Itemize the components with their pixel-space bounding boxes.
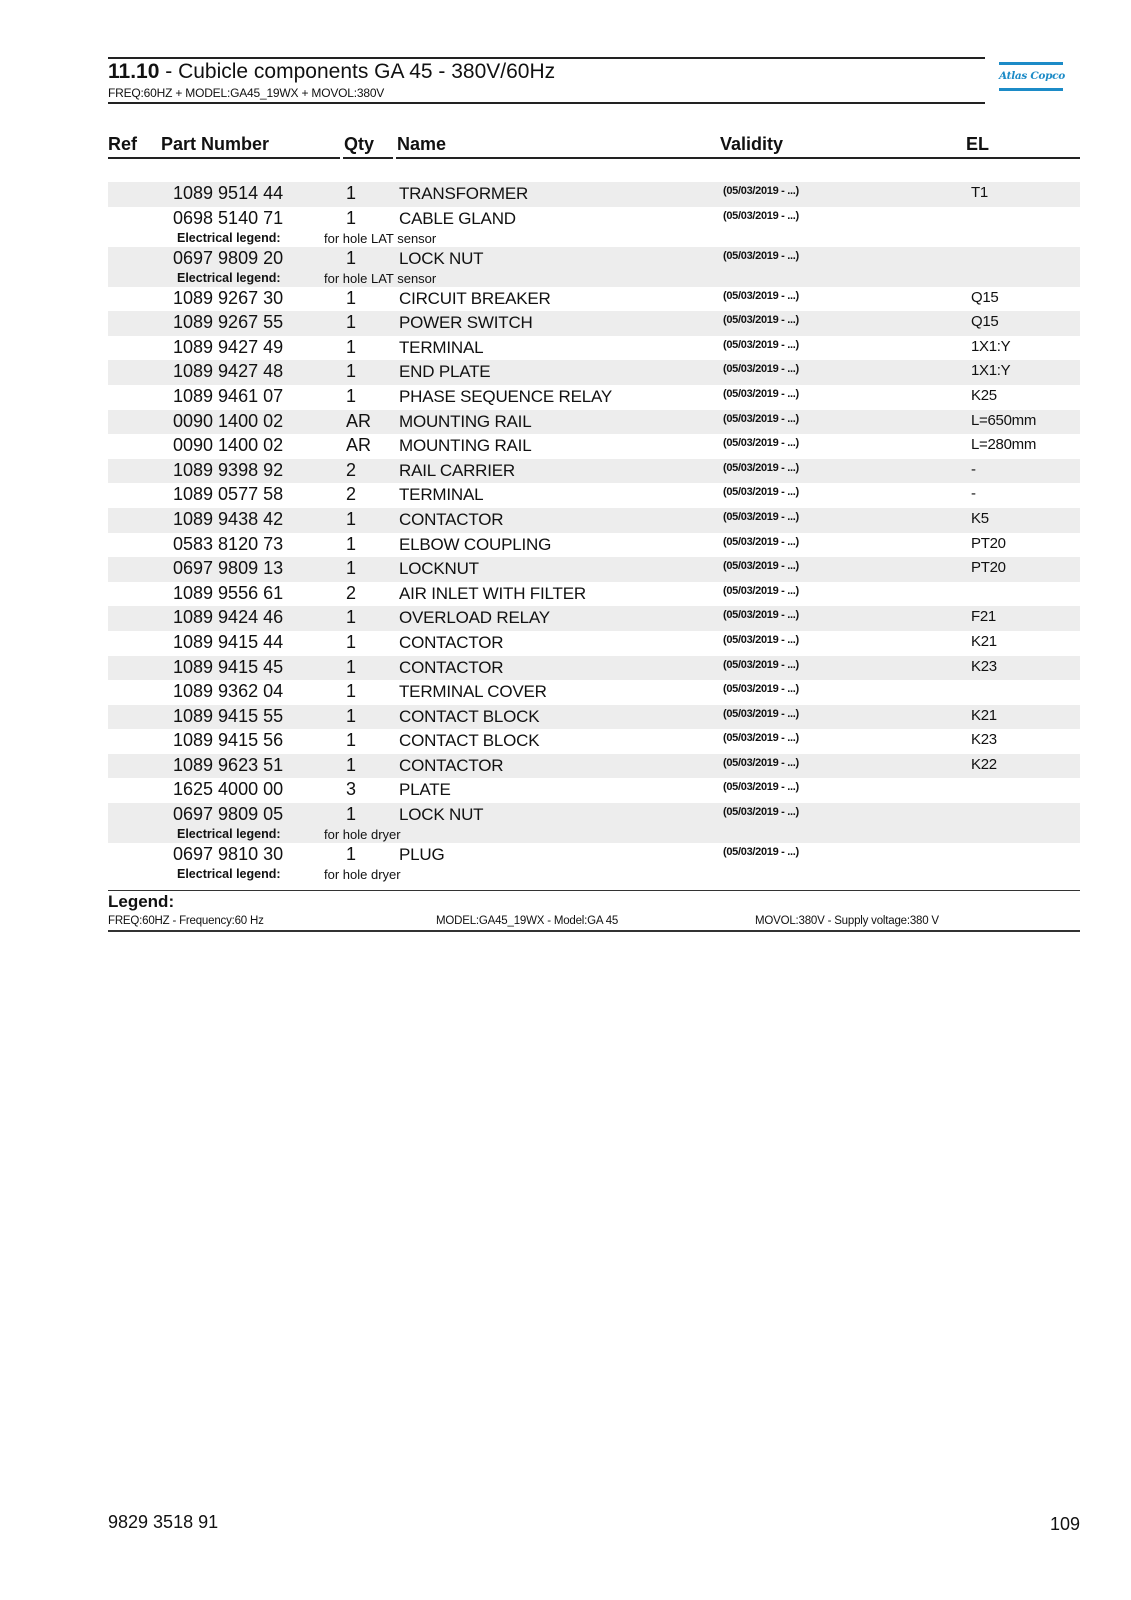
logo-bar-top: [999, 62, 1063, 65]
electrical-legend-text: for hole dryer: [324, 867, 401, 883]
part-name: TERMINAL: [399, 337, 484, 357]
electrical-legend-text: for hole LAT sensor: [324, 230, 437, 246]
table-row: [108, 533, 1080, 558]
el-code: Q15: [971, 288, 999, 306]
quantity: 1: [346, 804, 357, 825]
part-name: ELBOW COUPLING: [399, 534, 552, 554]
table-row: [108, 483, 1080, 508]
quantity: AR: [346, 435, 372, 456]
quantity: 1: [346, 287, 357, 308]
table-row: [108, 582, 1080, 607]
el-code: K21: [971, 632, 997, 650]
validity: (05/03/2019 - ...): [723, 209, 799, 222]
el-code: K22: [971, 755, 997, 773]
quantity: 3: [346, 779, 357, 800]
part-number: 0697 9810 30: [173, 844, 284, 865]
part-name: POWER SWITCH: [399, 313, 533, 333]
header-rule: [108, 157, 1080, 159]
legend-item-voltage: MOVOL:380V - Supply voltage:380 V: [755, 915, 939, 927]
part-name: LOCKNUT: [399, 559, 479, 579]
document-number: 9829 3518 91: [108, 1512, 219, 1532]
legend-title: Legend:: [108, 892, 175, 911]
quantity: 2: [346, 459, 357, 480]
validity: (05/03/2019 - ...): [723, 387, 799, 400]
el-code: K25: [971, 386, 997, 404]
part-number: 1089 9438 42: [173, 508, 284, 529]
quantity: 2: [346, 484, 357, 505]
part-number: 0697 9809 05: [173, 804, 284, 825]
quantity: 1: [346, 385, 357, 406]
quantity: 1: [346, 247, 357, 268]
part-number: 0698 5140 71: [173, 207, 284, 228]
table-row: [108, 508, 1080, 533]
el-code: 1X1:Y: [971, 362, 1011, 380]
part-number: 1089 9424 46: [173, 607, 284, 628]
table-row: [108, 803, 1080, 843]
table-row: [108, 606, 1080, 631]
table-row: [108, 778, 1080, 803]
quantity: 1: [346, 681, 357, 702]
table-row: [108, 843, 1080, 883]
el-code: K23: [971, 657, 997, 675]
validity: (05/03/2019 - ...): [723, 658, 799, 671]
logo-bar-bottom: [999, 88, 1063, 91]
col-header-validity: Validity: [720, 134, 784, 154]
validity: (05/03/2019 - ...): [723, 412, 799, 425]
validity: (05/03/2019 - ...): [723, 756, 799, 769]
table-row: [108, 557, 1080, 582]
legend-item-model: MODEL:GA45_19WX - Model:GA 45: [436, 915, 619, 927]
part-number: 1089 9461 07: [173, 385, 284, 406]
table-row: [108, 434, 1080, 459]
table-row: [108, 182, 1080, 207]
table-row: [108, 247, 1080, 287]
quantity: 1: [346, 730, 357, 751]
validity: (05/03/2019 - ...): [723, 633, 799, 646]
part-number: 1089 9415 56: [173, 730, 284, 751]
part-name: PLUG: [399, 845, 445, 865]
validity: (05/03/2019 - ...): [723, 584, 799, 597]
part-name: CONTACTOR: [399, 632, 504, 652]
part-number: 0090 1400 02: [173, 435, 284, 456]
part-name: AIR INLET WITH FILTER: [399, 583, 586, 603]
quantity: 1: [346, 705, 357, 726]
quantity: 1: [346, 508, 357, 529]
quantity: 1: [346, 656, 357, 677]
col-header-qty: Qty: [344, 134, 375, 154]
table-row: [108, 287, 1080, 312]
quantity: 1: [346, 336, 357, 357]
quantity: 1: [346, 533, 357, 554]
part-name: CONTACT BLOCK: [399, 706, 540, 726]
validity: (05/03/2019 - ...): [723, 185, 799, 197]
part-name: PHASE SEQUENCE RELAY: [399, 386, 612, 406]
section-number: 11.10: [108, 60, 160, 83]
el-code: K21: [971, 706, 997, 724]
validity: (05/03/2019 - ...): [723, 289, 799, 302]
quantity: AR: [346, 410, 372, 431]
part-name: PLATE: [399, 780, 451, 800]
part-number: 1089 9427 48: [173, 361, 284, 382]
electrical-legend-label: Electrical legend:: [177, 230, 281, 245]
el-code: 1X1:Y: [971, 337, 1011, 355]
el-code: -: [971, 485, 976, 503]
logo-text: Atlas Copco: [999, 70, 1065, 82]
part-number: 0697 9809 13: [173, 558, 284, 579]
table-row: [108, 360, 1080, 385]
validity: (05/03/2019 - ...): [723, 338, 799, 351]
el-code: -: [971, 460, 976, 478]
validity: (05/03/2019 - ...): [723, 781, 799, 794]
table-row: [108, 680, 1080, 705]
electrical-legend-text: for hole LAT sensor: [324, 270, 437, 286]
part-name: LOCK NUT: [399, 805, 484, 825]
validity: (05/03/2019 - ...): [723, 707, 799, 720]
part-name: CIRCUIT BREAKER: [399, 288, 551, 308]
validity: (05/03/2019 - ...): [723, 560, 799, 573]
section-title: - Cubicle components GA 45 - 380V/60Hz: [159, 60, 556, 83]
parts-table: [108, 182, 1080, 883]
el-code: F21: [971, 608, 996, 626]
part-name: MOUNTING RAIL: [399, 411, 532, 431]
el-code: L=650mm: [971, 411, 1037, 429]
part-name: CONTACTOR: [399, 755, 504, 775]
part-number: 1089 9623 51: [173, 754, 284, 775]
quantity: 1: [346, 754, 357, 775]
part-name: END PLATE: [399, 362, 491, 382]
quantity: 1: [346, 207, 357, 228]
validity: (05/03/2019 - ...): [723, 363, 799, 376]
part-number: 0697 9809 20: [173, 247, 284, 268]
part-number: 1089 0577 58: [173, 484, 284, 505]
part-number: 1089 9415 55: [173, 705, 284, 726]
part-name: CONTACTOR: [399, 509, 504, 529]
part-name: CABLE GLAND: [399, 208, 516, 228]
table-row: [108, 459, 1080, 484]
table-row: [108, 631, 1080, 656]
validity: (05/03/2019 - ...): [723, 249, 799, 262]
validity: (05/03/2019 - ...): [723, 609, 799, 622]
table-row: [108, 754, 1080, 779]
part-number: 1089 9362 04: [173, 681, 284, 702]
page-number: 109: [1049, 1514, 1080, 1534]
validity: (05/03/2019 - ...): [723, 683, 799, 696]
col-header-name: Name: [397, 134, 447, 154]
quantity: 1: [346, 607, 357, 628]
part-number: 1625 4000 00: [173, 779, 284, 800]
atlas-copco-logo: [999, 62, 1063, 93]
part-number: 0583 8120 73: [173, 533, 284, 554]
validity: (05/03/2019 - ...): [723, 732, 799, 745]
quantity: 2: [346, 582, 357, 603]
part-name: CONTACT BLOCK: [399, 731, 540, 751]
table-row: [108, 311, 1080, 336]
part-number: 1089 9415 44: [173, 631, 284, 652]
part-number: 1089 9267 30: [173, 287, 284, 308]
page-title: [108, 60, 555, 84]
part-number: 1089 9514 44: [173, 183, 284, 203]
part-number: 1089 9398 92: [173, 459, 284, 480]
part-number: 1089 9427 49: [173, 336, 284, 357]
part-name: TRANSFORMER: [399, 184, 529, 203]
el-code: Q15: [971, 313, 999, 331]
table-row: [108, 656, 1080, 681]
el-code: L=280mm: [971, 436, 1037, 454]
validity: (05/03/2019 - ...): [723, 535, 799, 548]
validity: (05/03/2019 - ...): [723, 437, 799, 450]
validity: (05/03/2019 - ...): [723, 510, 799, 523]
table-row: [108, 410, 1080, 435]
validity: (05/03/2019 - ...): [723, 846, 799, 859]
quantity: 1: [346, 631, 357, 652]
section-subtitle: FREQ:60HZ + MODEL:GA45_19WX + MOVOL:380V: [108, 86, 385, 100]
part-number: 1089 9267 55: [173, 312, 284, 333]
electrical-legend-text: for hole dryer: [324, 827, 401, 843]
table-row: [108, 207, 1080, 247]
table-row: [108, 729, 1080, 754]
el-code: PT20: [971, 534, 1006, 552]
col-header-part-number: Part Number: [161, 134, 270, 154]
validity: (05/03/2019 - ...): [723, 461, 799, 474]
quantity: 1: [346, 183, 357, 203]
el-code: T1: [971, 184, 988, 201]
table-row: [108, 705, 1080, 730]
el-code: PT20: [971, 559, 1006, 577]
validity: (05/03/2019 - ...): [723, 806, 799, 819]
part-number: 1089 9415 45: [173, 656, 284, 677]
part-name: TERMINAL: [399, 485, 484, 505]
section-header: [108, 57, 985, 104]
electrical-legend-label: Electrical legend:: [177, 270, 281, 285]
header-rule-gap: [393, 157, 396, 159]
table-row: [108, 336, 1080, 361]
part-name: RAIL CARRIER: [399, 460, 515, 480]
electrical-legend-label: Electrical legend:: [177, 827, 281, 842]
legend-rule-bottom: [108, 930, 1080, 932]
col-header-el: EL: [966, 134, 990, 154]
quantity: 1: [346, 361, 357, 382]
validity: (05/03/2019 - ...): [723, 314, 799, 327]
el-code: K5: [971, 509, 989, 527]
quantity: 1: [346, 312, 357, 333]
table-row: [108, 385, 1080, 410]
part-name: LOCK NUT: [399, 248, 484, 268]
quantity: 1: [346, 844, 357, 865]
col-header-ref: Ref: [108, 134, 138, 154]
el-code: K23: [971, 731, 997, 749]
part-name: CONTACTOR: [399, 657, 504, 677]
legend-item-frequency: FREQ:60HZ - Frequency:60 Hz: [108, 915, 264, 927]
part-number: 1089 9556 61: [173, 582, 284, 603]
legend-divider: [108, 890, 1080, 891]
part-name: OVERLOAD RELAY: [399, 608, 550, 628]
electrical-legend-label: Electrical legend:: [177, 867, 281, 882]
part-number: 0090 1400 02: [173, 410, 284, 431]
part-name: TERMINAL COVER: [399, 682, 547, 702]
quantity: 1: [346, 558, 357, 579]
header-rule-gap: [340, 157, 343, 159]
part-name: MOUNTING RAIL: [399, 436, 532, 456]
validity: (05/03/2019 - ...): [723, 486, 799, 499]
